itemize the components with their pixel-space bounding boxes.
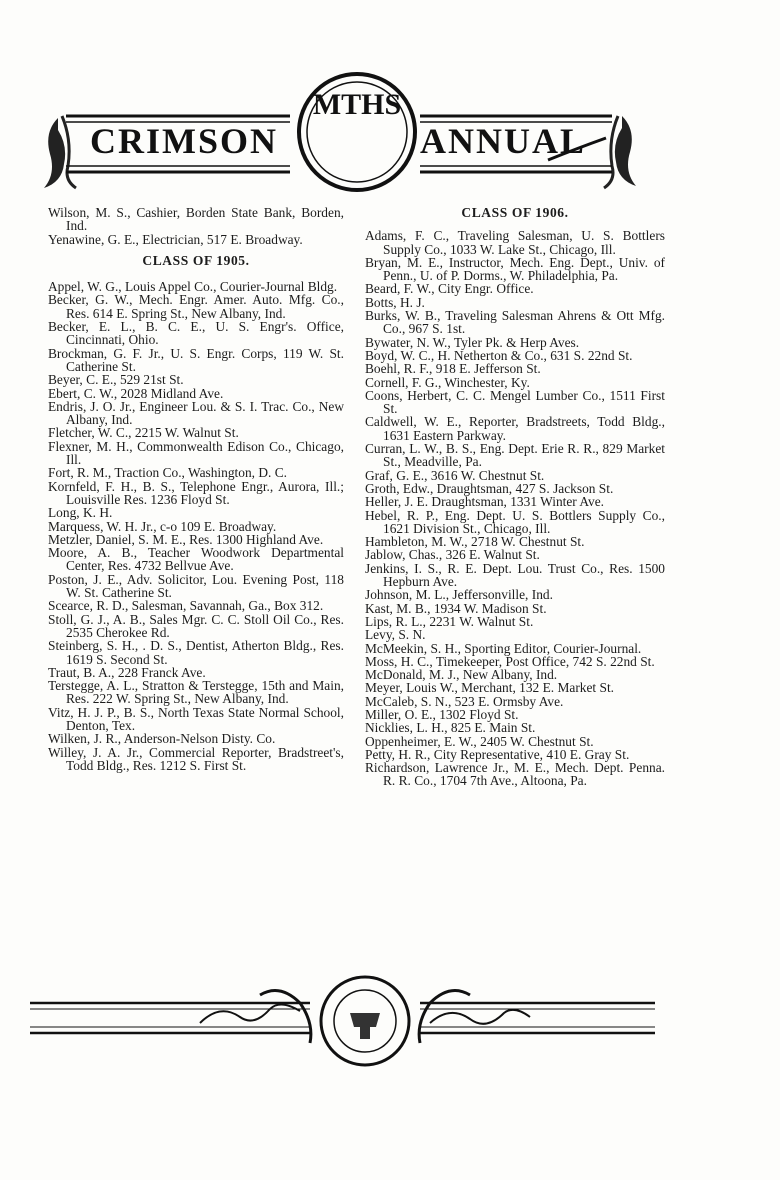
alumni-entry: Yenawine, G. E., Electrician, 517 E. Broadway.: [48, 231, 303, 247]
alumni-entry: Curran, L. W., B. S., Eng. Dept. Erie R. R., 829 Market St., Meadville, Pa.: [365, 441, 665, 470]
alumni-entry: Becker, G. W., Mech. Engr. Amer. Auto. Mfg. Co., Res. 614 E. Spring St., New Albany, Ind.: [48, 292, 344, 321]
alumni-entry: Poston, J. E., Adv. Solicitor, Lou. Evening Post, 118 W. St. Catherine St.: [48, 571, 344, 601]
alumni-entry: Scearce, R. D., Salesman, Savannah, Ga., Box 312.: [48, 598, 324, 614]
footer-scroll-ornament: [0, 975, 780, 1085]
class-heading-1905: CLASS OF 1905.: [142, 252, 250, 268]
alumni-entry: Hebel, R. P., Eng. Dept. U. S. Bottlers Supply Co., 1621 Division St., Chicago, Ill.: [365, 507, 665, 536]
alumni-entry: Fort, R. M., Traction Co., Washington, D. C.: [48, 465, 287, 481]
alumni-entry: Beyer, C. E., 529 21st St.: [48, 372, 184, 388]
alumni-entry: Metzler, Daniel, S. M. E., Res. 1300 Highland Ave.: [48, 531, 324, 547]
alumni-entry: Burks, W. B., Traveling Salesman Ahrens & Ott Mfg. Co., 967 S. 1st.: [365, 308, 665, 337]
alumni-entry: Nicklies, L. H., 825 E. Main St.: [365, 720, 536, 736]
alumni-entry: Heller, J. E. Draughtsman, 1331 Winter Ave.: [365, 494, 605, 510]
title-crimson: CRIMSON: [90, 121, 279, 161]
alumni-entry: Hambleton, M. W., 2718 W. Chestnut St.: [365, 534, 585, 550]
alumni-entry: Moore, A. B., Teacher Woodwork Departmental Center, Res. 4732 Bellvue Ave.: [48, 545, 344, 574]
footer-ornament: [0, 975, 780, 1085]
alumni-entry: Kast, M. B., 1934 W. Madison St.: [365, 600, 547, 616]
alumni-entry: Moss, H. C., Timekeeper, Post Office, 742 S. 22nd St.: [365, 653, 655, 669]
alumni-entry: Miller, O. E., 1302 Floyd St.: [365, 706, 519, 722]
alumni-entry: Johnson, M. L., Jeffersonville, Ind.: [365, 587, 553, 603]
class-heading-1906: CLASS OF 1906.: [461, 205, 569, 220]
alumni-entry: McDonald, M. J., New Albany, Ind.: [365, 667, 558, 683]
alumni-entry: Endris, J. O. Jr., Engineer Lou. & S. I. Trac. Co., New Albany, Ind.: [48, 398, 344, 428]
alumni-entry: Coons, Herbert, C. C. Mengel Lumber Co., 1511 First St.: [365, 387, 665, 417]
class-1906-list: [365, 229, 665, 787]
alumni-entry: Oppenheimer, E. W., 2405 W. Chestnut St.: [365, 733, 594, 749]
alumni-entry: Lips, R. L., 2231 W. Walnut St.: [365, 613, 534, 629]
alumni-entry: Stoll, G. J., A. B., Sales Mgr. C. C. Stoll Oil Co., Res. 2535 Cherokee Rd.: [48, 611, 344, 640]
alumni-entry: Marquess, W. H. Jr., c-o 109 E. Broadway.: [48, 518, 277, 534]
alumni-entry: Richardson, Lawrence Jr., M. E., Mech. Dept. Penna. R. R. Co., 1704 7th Ave., Altoona, Pa.: [365, 760, 665, 789]
alumni-entry: Wilson, M. S., Cashier, Borden State Bank, Borden, Ind.: [48, 205, 344, 234]
alumni-entry: Appel, W. G., Louis Appel Co., Courier-Journal Bldg.: [48, 279, 338, 295]
alumni-entry: Willey, J. A. Jr., Commercial Reporter, Bradstreet's, Todd Bldg., Res. 1212 S. First St.: [48, 744, 344, 773]
alumni-entry: Levy, S. N.: [365, 627, 426, 643]
alumni-entry: Becker, E. L., B. C. E., U. S. Engr's. Office, Cincinnati, Ohio.: [48, 319, 344, 348]
alumni-entry: Caldwell, W. E., Reporter, Bradstreets, Todd Bldg., 1631 Eastern Parkway.: [365, 414, 665, 443]
alumni-entry: Beard, F. W., City Engr. Office.: [365, 281, 534, 297]
alumni-entry: Ebert, C. W., 2028 Midland Ave.: [48, 385, 224, 401]
left-column: [48, 206, 344, 772]
alumni-entry: Flexner, M. H., Commonwealth Edison Co., Chicago, Ill.: [48, 438, 344, 468]
alumni-entry: Jenkins, I. S., R. E. Dept. Lou. Trust Co., Res. 1500 Hepburn Ave.: [365, 560, 665, 590]
alumni-entry: Groth, Edw., Draughtsman, 427 S. Jackson St.: [365, 480, 614, 496]
alumni-entry: Meyer, Louis W., Merchant, 132 E. Market St.: [365, 680, 615, 696]
alumni-entry: Cornell, F. G., Winchester, Ky.: [365, 374, 530, 390]
alumni-entry: Adams, F. C., Traveling Salesman, U. S. Bottlers Supply Co., 1033 W. Lake St., Chicago, Ill.: [365, 228, 665, 257]
alumni-entry: Wilken, J. R., Anderson-Nelson Disty. Co.: [48, 731, 276, 747]
alumni-entry: Brockman, G. F. Jr., U. S. Engr. Corps, 119 W. St. Catherine St.: [48, 345, 344, 374]
alumni-entry: McMeekin, S. H., Sporting Editor, Courier-Journal.: [365, 640, 642, 656]
alumni-entry: Traut, B. A., 228 Franck Ave.: [48, 664, 206, 680]
school-monogram: MTHS: [312, 88, 402, 121]
title-annual: ANNUAL: [420, 121, 587, 161]
right-column: [365, 206, 665, 788]
alumni-entry: Kornfeld, F. H., B. S., Telephone Engr., Aurora, Ill.; Louisville Res. 1236 Floyd St.: [48, 478, 344, 507]
class-1905-list: [48, 280, 344, 772]
alumni-entry: Jablow, Chas., 326 E. Walnut St.: [365, 547, 540, 563]
alumni-entry: Graf, G. E., 3616 W. Chestnut St.: [365, 467, 545, 483]
alumni-entry: Boehl, R. F., 918 E. Jefferson St.: [365, 361, 541, 377]
header-banner: [0, 0, 780, 200]
alumni-entry: Terstegge, A. L., Stratton & Terstegge, 15th and Main, Res. 222 W. Spring St., New Albany, Ind.: [48, 678, 344, 707]
alumni-entry: Bryan, M. E., Instructor, Mech. Eng. Dept., Univ. of Penn., U. of P. Dorms., W. Philadelphia, Pa.: [365, 254, 665, 284]
alumni-entry: Long, K. H.: [48, 505, 113, 521]
alumni-entry: Boyd, W. C., H. Netherton & Co., 631 S. 22nd St.: [365, 347, 633, 363]
alumni-entry: McCaleb, S. N., 523 E. Ormsby Ave.: [365, 693, 564, 709]
continued-entries: [48, 206, 344, 246]
alumni-entry: Steinberg, S. H., . D. S., Dentist, Atherton Bldg., Res. 1619 S. Second St.: [48, 638, 344, 667]
alumni-entry: Botts, H. J.: [365, 294, 425, 310]
alumni-entry: Bywater, N. W., Tyler Pk. & Herp Aves.: [365, 334, 580, 350]
alumni-entry: Fletcher, W. C., 2215 W. Walnut St.: [48, 425, 239, 441]
alumni-entry: Petty, H. R., City Representative, 410 E. Gray St.: [365, 746, 630, 762]
alumni-entry: Vitz, H. J. P., B. S., North Texas State Normal School, Denton, Tex.: [48, 704, 344, 733]
